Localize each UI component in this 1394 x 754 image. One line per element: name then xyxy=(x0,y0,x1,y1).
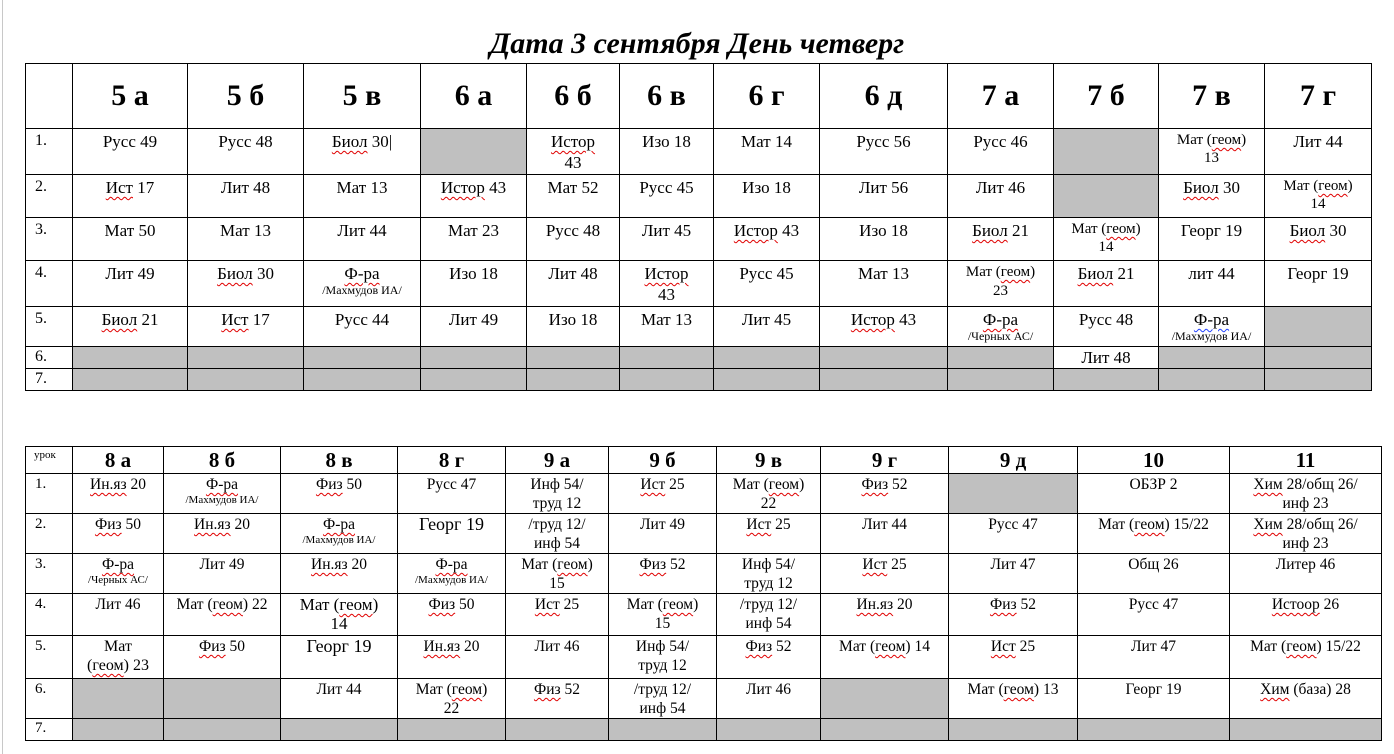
empty-lesson-cell[interactable] xyxy=(73,679,164,719)
lesson-cell[interactable]: Лит 49 xyxy=(73,261,188,307)
lesson-cell[interactable]: Лит 47 xyxy=(1078,636,1230,679)
lesson-cell[interactable]: Мат (геом) 15/22 xyxy=(1230,636,1382,679)
empty-lesson-cell[interactable] xyxy=(1265,347,1372,369)
empty-lesson-cell[interactable] xyxy=(527,347,620,369)
lesson-cell[interactable]: Ин.яз 20 xyxy=(821,594,949,636)
lesson-cell[interactable]: Ин.яз 20 xyxy=(398,636,506,679)
page-edge xyxy=(2,0,3,754)
lesson-cell[interactable]: Мат (геом) 15 xyxy=(506,554,609,594)
class-header: 6 г xyxy=(714,64,820,129)
lesson-cell[interactable]: Лит 45 xyxy=(714,307,820,347)
lesson-cell[interactable]: Мат 13 xyxy=(820,261,948,307)
lesson-cell[interactable]: Физ 52 xyxy=(821,474,949,514)
lesson-cell[interactable]: Общ 26 xyxy=(1078,554,1230,594)
lesson-cell[interactable]: Изо 18 xyxy=(421,261,527,307)
empty-lesson-cell[interactable] xyxy=(1230,719,1382,741)
empty-lesson-cell[interactable] xyxy=(527,369,620,391)
lesson-row xyxy=(26,369,1372,391)
lesson-cell[interactable]: Инф 54/ труд 12 xyxy=(609,636,717,679)
lesson-cell[interactable]: Лит 49 xyxy=(164,554,281,594)
class-header: 7 б xyxy=(1054,64,1159,129)
class-header: 8 б xyxy=(164,447,281,474)
lesson-cell[interactable]: Мат (геом) 15/22 xyxy=(1078,514,1230,554)
lesson-cell[interactable]: Физ 50 xyxy=(73,514,164,554)
lesson-row xyxy=(26,307,1372,347)
lesson-cell[interactable]: Истор 43 xyxy=(714,218,820,261)
empty-lesson-cell[interactable] xyxy=(717,719,821,741)
lesson-cell[interactable]: Мат 23 xyxy=(421,218,527,261)
lesson-cell[interactable]: Лит 46 xyxy=(73,594,164,636)
lesson-cell[interactable]: Мат (геом) 23 xyxy=(948,261,1054,307)
empty-lesson-cell[interactable] xyxy=(1054,175,1159,218)
lesson-cell[interactable]: Мат (геом) 22 xyxy=(398,679,506,719)
lesson-cell[interactable]: Ин.яз 20 xyxy=(281,554,398,594)
lesson-number: 6. xyxy=(26,679,73,719)
class-header: 8 в xyxy=(281,447,398,474)
lesson-cell[interactable]: Истор 43 xyxy=(527,129,620,175)
lesson-cell[interactable]: Мат 50 xyxy=(73,218,188,261)
empty-lesson-cell[interactable] xyxy=(1054,369,1159,391)
header-row xyxy=(26,64,1372,129)
lesson-row xyxy=(26,261,1372,307)
lesson-cell[interactable]: Мат (геом) 14 xyxy=(281,594,398,636)
lesson-row xyxy=(26,679,1382,719)
lesson-cell[interactable]: Русс 46 xyxy=(948,129,1054,175)
empty-lesson-cell[interactable] xyxy=(164,719,281,741)
empty-lesson-cell[interactable] xyxy=(1054,129,1159,175)
lesson-cell[interactable]: Ист 17 xyxy=(188,307,304,347)
lesson-cell[interactable]: Лит 44 xyxy=(281,679,398,719)
lesson-cell[interactable]: Истор 43 xyxy=(820,307,948,347)
lesson-number: 3. xyxy=(26,218,73,261)
lesson-number: 4. xyxy=(26,261,73,307)
empty-lesson-cell[interactable] xyxy=(164,679,281,719)
class-header: 7 в xyxy=(1159,64,1265,129)
lesson-cell[interactable]: Ф-ра /Махмудов ИА/ xyxy=(304,261,421,307)
schedule-table-5-7 xyxy=(25,63,1372,391)
empty-lesson-cell[interactable] xyxy=(1265,369,1372,391)
empty-lesson-cell[interactable] xyxy=(188,369,304,391)
lesson-cell[interactable]: Лит 46 xyxy=(948,175,1054,218)
lesson-cell[interactable]: Ф-ра /Махмудов ИА/ xyxy=(398,554,506,594)
class-header: 9 а xyxy=(506,447,609,474)
lesson-cell[interactable]: Русс 45 xyxy=(714,261,820,307)
lesson-cell[interactable]: Ф-ра /Махмудов ИА/ xyxy=(281,514,398,554)
empty-lesson-cell[interactable] xyxy=(421,369,527,391)
lesson-cell[interactable]: Биол 30 xyxy=(1159,175,1265,218)
class-header: 6 а xyxy=(421,64,527,129)
lesson-cell[interactable]: Георг 19 xyxy=(1265,261,1372,307)
lesson-row xyxy=(26,474,1382,514)
empty-lesson-cell[interactable] xyxy=(620,347,714,369)
empty-lesson-cell[interactable] xyxy=(714,369,820,391)
empty-lesson-cell[interactable] xyxy=(820,369,948,391)
class-header: 9 б xyxy=(609,447,717,474)
empty-lesson-cell[interactable] xyxy=(188,347,304,369)
class-header: 6 б xyxy=(527,64,620,129)
lesson-cell[interactable]: Лит 48 xyxy=(188,175,304,218)
lesson-cell[interactable]: Мат 13 xyxy=(188,218,304,261)
lesson-number: 6. xyxy=(26,347,73,369)
lesson-cell[interactable]: Мат (геом) 23 xyxy=(73,636,164,679)
lesson-number: 4. xyxy=(26,594,73,636)
schedule-table-8-11 xyxy=(25,446,1382,741)
lesson-cell[interactable]: Литер 46 xyxy=(1230,554,1382,594)
lesson-row xyxy=(26,719,1382,741)
lesson-number: 1. xyxy=(26,129,73,175)
lesson-cell[interactable]: Биол 21 xyxy=(73,307,188,347)
empty-lesson-cell[interactable] xyxy=(73,347,188,369)
lesson-cell[interactable]: Мат (геом) 14 xyxy=(1054,218,1159,261)
lesson-row xyxy=(26,514,1382,554)
lesson-cell[interactable]: Изо 18 xyxy=(820,218,948,261)
empty-lesson-cell[interactable] xyxy=(398,719,506,741)
lesson-cell[interactable]: Ф-ра /Черных АС/ xyxy=(73,554,164,594)
lesson-cell[interactable]: Ф-ра /Черных АС/ xyxy=(948,307,1054,347)
empty-lesson-cell[interactable] xyxy=(1159,347,1265,369)
empty-lesson-cell[interactable] xyxy=(281,719,398,741)
empty-lesson-cell[interactable] xyxy=(506,719,609,741)
lesson-cell[interactable]: Ист 25 xyxy=(717,514,821,554)
lesson-cell[interactable]: Лит 44 xyxy=(304,218,421,261)
lesson-cell[interactable]: Физ 52 xyxy=(609,554,717,594)
lesson-cell[interactable]: Мат (геом) 14 xyxy=(1265,175,1372,218)
class-header: 9 г xyxy=(821,447,949,474)
lesson-cell[interactable]: Физ 52 xyxy=(717,636,821,679)
lesson-cell[interactable]: Лит 46 xyxy=(506,636,609,679)
class-header: 5 б xyxy=(188,64,304,129)
lesson-row xyxy=(26,175,1372,218)
lesson-cell[interactable]: Изо 18 xyxy=(714,175,820,218)
lesson-cell[interactable]: Георг 19 xyxy=(1159,218,1265,261)
class-header: 7 г xyxy=(1265,64,1372,129)
lesson-number: 5. xyxy=(26,307,73,347)
lesson-cell[interactable]: Ист 25 xyxy=(949,636,1078,679)
lesson-cell[interactable]: Лит 47 xyxy=(949,554,1078,594)
lesson-number: 7. xyxy=(26,369,73,391)
lesson-cell[interactable]: Хим (база) 28 xyxy=(1230,679,1382,719)
lesson-cell[interactable]: Ист 17 xyxy=(73,175,188,218)
lesson-cell[interactable]: Георг 19 xyxy=(281,636,398,679)
lesson-cell[interactable]: Русс 45 xyxy=(620,175,714,218)
lesson-cell[interactable]: Изо 18 xyxy=(527,307,620,347)
empty-lesson-cell[interactable] xyxy=(304,369,421,391)
class-header: 10 xyxy=(1078,447,1230,474)
class-header: 11 xyxy=(1230,447,1382,474)
lesson-cell[interactable]: Мат 52 xyxy=(527,175,620,218)
lesson-cell[interactable]: Русс 49 xyxy=(73,129,188,175)
class-header: 6 в xyxy=(620,64,714,129)
lesson-cell[interactable]: Мат (геом) 22 xyxy=(164,594,281,636)
lesson-cell[interactable]: Физ 50 xyxy=(164,636,281,679)
lesson-cell[interactable]: Биол 30| xyxy=(304,129,421,175)
lesson-cell[interactable]: Лит 46 xyxy=(717,679,821,719)
lesson-cell[interactable]: Мат (геом) 14 xyxy=(821,636,949,679)
empty-lesson-cell[interactable] xyxy=(620,369,714,391)
lesson-cell[interactable]: Лит 49 xyxy=(421,307,527,347)
lesson-cell[interactable]: Физ 52 xyxy=(506,679,609,719)
empty-lesson-cell[interactable] xyxy=(73,369,188,391)
lesson-cell[interactable]: Русс 48 xyxy=(527,218,620,261)
corner-cell xyxy=(26,64,73,129)
class-header: 8 г xyxy=(398,447,506,474)
lesson-row xyxy=(26,347,1372,369)
empty-lesson-cell[interactable] xyxy=(821,679,949,719)
empty-lesson-cell[interactable] xyxy=(714,347,820,369)
lesson-cell[interactable]: Георг 19 xyxy=(1078,679,1230,719)
lesson-cell[interactable]: Мат (геом) 15 xyxy=(609,594,717,636)
lesson-row xyxy=(26,594,1382,636)
page-title: Дата 3 сентября День четверг xyxy=(489,27,905,60)
lesson-cell[interactable]: Ист 25 xyxy=(609,474,717,514)
lesson-cell[interactable]: Истор 43 xyxy=(421,175,527,218)
lesson-cell[interactable]: Инф 54/ труд 12 xyxy=(506,474,609,514)
lesson-cell[interactable]: Лит 44 xyxy=(821,514,949,554)
lesson-cell[interactable]: Русс 48 xyxy=(188,129,304,175)
lesson-cell[interactable]: Физ 50 xyxy=(281,474,398,514)
lesson-number: 3. xyxy=(26,554,73,594)
lesson-cell[interactable]: Ф-ра /Махмудов ИА/ xyxy=(164,474,281,514)
class-header: 8 а xyxy=(73,447,164,474)
lesson-cell[interactable]: Георг 19 xyxy=(398,514,506,554)
class-header: 9 в xyxy=(717,447,821,474)
header-row xyxy=(26,447,1382,474)
empty-lesson-cell[interactable] xyxy=(1265,307,1372,347)
lesson-cell[interactable]: Русс 56 xyxy=(820,129,948,175)
lesson-cell[interactable]: Истор 43 xyxy=(620,261,714,307)
lesson-row xyxy=(26,218,1372,261)
lesson-cell[interactable]: Хим 28/общ 26/ инф 23 xyxy=(1230,474,1382,514)
class-header: 5 а xyxy=(73,64,188,129)
lesson-cell[interactable]: Биол 21 xyxy=(948,218,1054,261)
lesson-cell[interactable]: Ин.яз 20 xyxy=(164,514,281,554)
lesson-cell[interactable]: Лит 56 xyxy=(820,175,948,218)
empty-lesson-cell[interactable] xyxy=(421,129,527,175)
corner-cell: урок xyxy=(26,447,73,474)
lesson-cell[interactable]: Лит 48 xyxy=(1054,347,1159,369)
lesson-cell[interactable]: Изо 18 xyxy=(620,129,714,175)
empty-lesson-cell[interactable] xyxy=(948,369,1054,391)
lesson-cell[interactable]: Биол 30 xyxy=(188,261,304,307)
lesson-cell[interactable]: Мат 14 xyxy=(714,129,820,175)
lesson-cell[interactable]: Лит 44 xyxy=(1265,129,1372,175)
lesson-cell[interactable]: Ф-ра /Махмудов ИА/ xyxy=(1159,307,1265,347)
lesson-cell[interactable]: Ист 25 xyxy=(506,594,609,636)
lesson-cell[interactable]: Мат (геом) 13 xyxy=(949,679,1078,719)
lesson-cell[interactable]: Русс 47 xyxy=(1078,594,1230,636)
lesson-number: 1. xyxy=(26,474,73,514)
empty-lesson-cell[interactable] xyxy=(949,719,1078,741)
empty-lesson-cell[interactable] xyxy=(1159,369,1265,391)
empty-lesson-cell[interactable] xyxy=(820,347,948,369)
empty-lesson-cell[interactable] xyxy=(609,719,717,741)
lesson-row xyxy=(26,636,1382,679)
lesson-cell[interactable]: Лит 49 xyxy=(609,514,717,554)
lesson-cell[interactable]: /труд 12/ инф 54 xyxy=(717,594,821,636)
lesson-cell[interactable]: Ист 25 xyxy=(821,554,949,594)
lesson-cell[interactable]: Хим 28/общ 26/ инф 23 xyxy=(1230,514,1382,554)
lesson-cell[interactable]: /труд 12/ инф 54 xyxy=(506,514,609,554)
lesson-row xyxy=(26,129,1372,175)
empty-lesson-cell[interactable] xyxy=(948,347,1054,369)
lesson-cell[interactable]: Мат (геом) 22 xyxy=(717,474,821,514)
lesson-cell[interactable]: Ин.яз 20 xyxy=(73,474,164,514)
empty-lesson-cell[interactable] xyxy=(949,474,1078,514)
lesson-cell[interactable]: Истоор 26 xyxy=(1230,594,1382,636)
lesson-cell[interactable]: Инф 54/ труд 12 xyxy=(717,554,821,594)
empty-lesson-cell[interactable] xyxy=(821,719,949,741)
lesson-cell[interactable]: Мат (геом) 13 xyxy=(1159,129,1265,175)
lesson-cell[interactable]: Мат 13 xyxy=(304,175,421,218)
lesson-cell[interactable]: Биол 30 xyxy=(1265,218,1372,261)
empty-lesson-cell[interactable] xyxy=(304,347,421,369)
lesson-number: 2. xyxy=(26,175,73,218)
lesson-cell[interactable]: Физ 50 xyxy=(398,594,506,636)
lesson-row xyxy=(26,554,1382,594)
lesson-cell[interactable]: Физ 52 xyxy=(949,594,1078,636)
lesson-cell[interactable]: Русс 47 xyxy=(949,514,1078,554)
class-header: 6 д xyxy=(820,64,948,129)
empty-lesson-cell[interactable] xyxy=(73,719,164,741)
lesson-cell[interactable]: лит 44 xyxy=(1159,261,1265,307)
lesson-cell[interactable]: ОБЗР 2 xyxy=(1078,474,1230,514)
lesson-cell[interactable]: Лит 45 xyxy=(620,218,714,261)
lesson-cell[interactable]: /труд 12/ инф 54 xyxy=(609,679,717,719)
class-header: 5 в xyxy=(304,64,421,129)
lesson-cell[interactable]: Русс 48 xyxy=(1054,307,1159,347)
empty-lesson-cell[interactable] xyxy=(1078,719,1230,741)
lesson-number: 5. xyxy=(26,636,73,679)
lesson-number: 2. xyxy=(26,514,73,554)
lesson-cell[interactable]: Русс 47 xyxy=(398,474,506,514)
lesson-cell[interactable]: Лит 48 xyxy=(527,261,620,307)
lesson-cell[interactable]: Русс 44 xyxy=(304,307,421,347)
lesson-cell[interactable]: Мат 13 xyxy=(620,307,714,347)
class-header: 9 д xyxy=(949,447,1078,474)
empty-lesson-cell[interactable] xyxy=(421,347,527,369)
class-header: 7 а xyxy=(948,64,1054,129)
lesson-cell[interactable]: Биол 21 xyxy=(1054,261,1159,307)
lesson-number: 7. xyxy=(26,719,73,741)
